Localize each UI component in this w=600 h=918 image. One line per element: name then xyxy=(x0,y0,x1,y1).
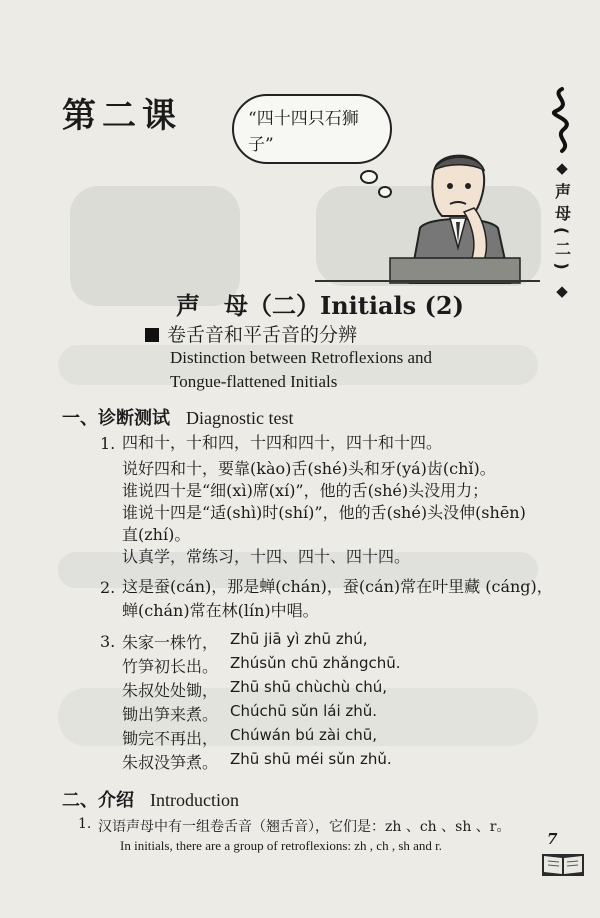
subheading-en xyxy=(170,346,432,394)
desk-line xyxy=(315,280,540,282)
item1-line: 直(zhí)。 xyxy=(122,525,191,544)
introduction-heading-cn: 二、介绍 xyxy=(62,790,134,811)
item-number: 3. xyxy=(100,632,116,651)
section-heading: 声 母（二）Initials (2) xyxy=(176,291,464,320)
poem-row xyxy=(122,678,387,702)
bubble-dot xyxy=(360,170,378,184)
diagnostic-heading-cn: 一、诊断测试 xyxy=(62,408,170,429)
diamond-icon: ◆ xyxy=(556,281,568,300)
poem-cn: 竹笋初长出。 xyxy=(122,657,219,676)
poem-cn: 锄完不再出， xyxy=(122,729,219,748)
calligraphy-logo-icon xyxy=(542,85,582,155)
thought-bubble xyxy=(232,94,392,164)
introduction-cn: 汉语声母中有一组卷舌音（翘舌音），它们是：zh 、ch 、sh 、r。 xyxy=(98,819,511,835)
poem-row xyxy=(122,654,401,678)
item2-line: 蝉(chán)常在林(lín)中唱。 xyxy=(122,601,319,620)
item1-line: 说好四和十，要靠(kào)舌(shé)头和牙(yá)齿(chǐ)。 xyxy=(122,459,496,478)
poem-pinyin: Zhū jiā yì zhū zhú, xyxy=(230,630,368,648)
item-number: 1. xyxy=(78,816,92,832)
poem-cn: 朱家一株竹， xyxy=(122,633,219,652)
cartoon-man-illustration xyxy=(380,148,530,288)
side-tab xyxy=(540,85,584,300)
item1-line: 四和十，十和四，十四和四十，四十和十四。 xyxy=(122,433,443,452)
poem-row xyxy=(122,726,378,750)
poem-row xyxy=(122,702,378,726)
item1-line: 谁说四十是“细(xì)席(xí)”，他的舌(shé)头没用力； xyxy=(122,481,489,500)
open-book-icon xyxy=(540,850,586,880)
subheading-en-line: Distinction between Retroflexions and xyxy=(170,348,433,367)
bubble-text: “四十四只石狮子” xyxy=(248,109,359,155)
poem-cn: 朱叔没笋煮。 xyxy=(122,753,219,772)
poem-row xyxy=(122,750,392,774)
introduction-heading-en: Introduction xyxy=(150,790,239,810)
subheading-cn-text: 卷舌音和平舌音的分辨 xyxy=(167,324,358,346)
poem-pinyin: Chúchū sǔn lái zhǔ. xyxy=(230,702,378,720)
diagnostic-heading-en: Diagnostic test xyxy=(186,408,294,428)
diamond-icon: ◆ xyxy=(556,159,568,177)
item1-line: 认真学，常练习，十四、四十、四十四。 xyxy=(122,547,411,566)
poem-pinyin: Chúwán bú zài chū, xyxy=(230,726,378,744)
subheading-cn xyxy=(145,320,357,347)
poem-pinyin: Zhúsǔn chū zhǎngchū. xyxy=(230,654,401,672)
introduction-en: In initials, there are a group of retroflexions: zh , ch , sh and r. xyxy=(120,838,443,853)
diagnostic-heading xyxy=(62,404,293,430)
poem-cn: 锄出笋来煮。 xyxy=(122,705,219,724)
poem-pinyin: Zhū shū chùchù chú, xyxy=(230,678,387,696)
subheading-en-line: Tongue-flattened Initials xyxy=(170,372,338,391)
page-number: 7 xyxy=(547,830,558,848)
poem-pinyin: Zhū shū méi sǔn zhǔ. xyxy=(230,750,392,768)
introduction-heading xyxy=(62,786,239,812)
square-bullet-icon xyxy=(145,328,159,342)
item1-line: 谁说十四是“适(shì)时(shí)”，他的舌(shé)头没伸(shēn) xyxy=(122,503,526,522)
poem-row xyxy=(122,630,368,654)
item-number: 2. xyxy=(100,578,116,597)
lesson-title: 第二课 xyxy=(62,96,182,136)
poem-cn: 朱叔处处锄， xyxy=(122,681,219,700)
item2-line: 这是蚕(cán)，那是蝉(chán)，蚕(cán)常在叶里藏 (cáng)， xyxy=(122,577,553,596)
item-number: 1. xyxy=(100,434,116,453)
side-tab-label: 声母(二) xyxy=(552,183,572,276)
